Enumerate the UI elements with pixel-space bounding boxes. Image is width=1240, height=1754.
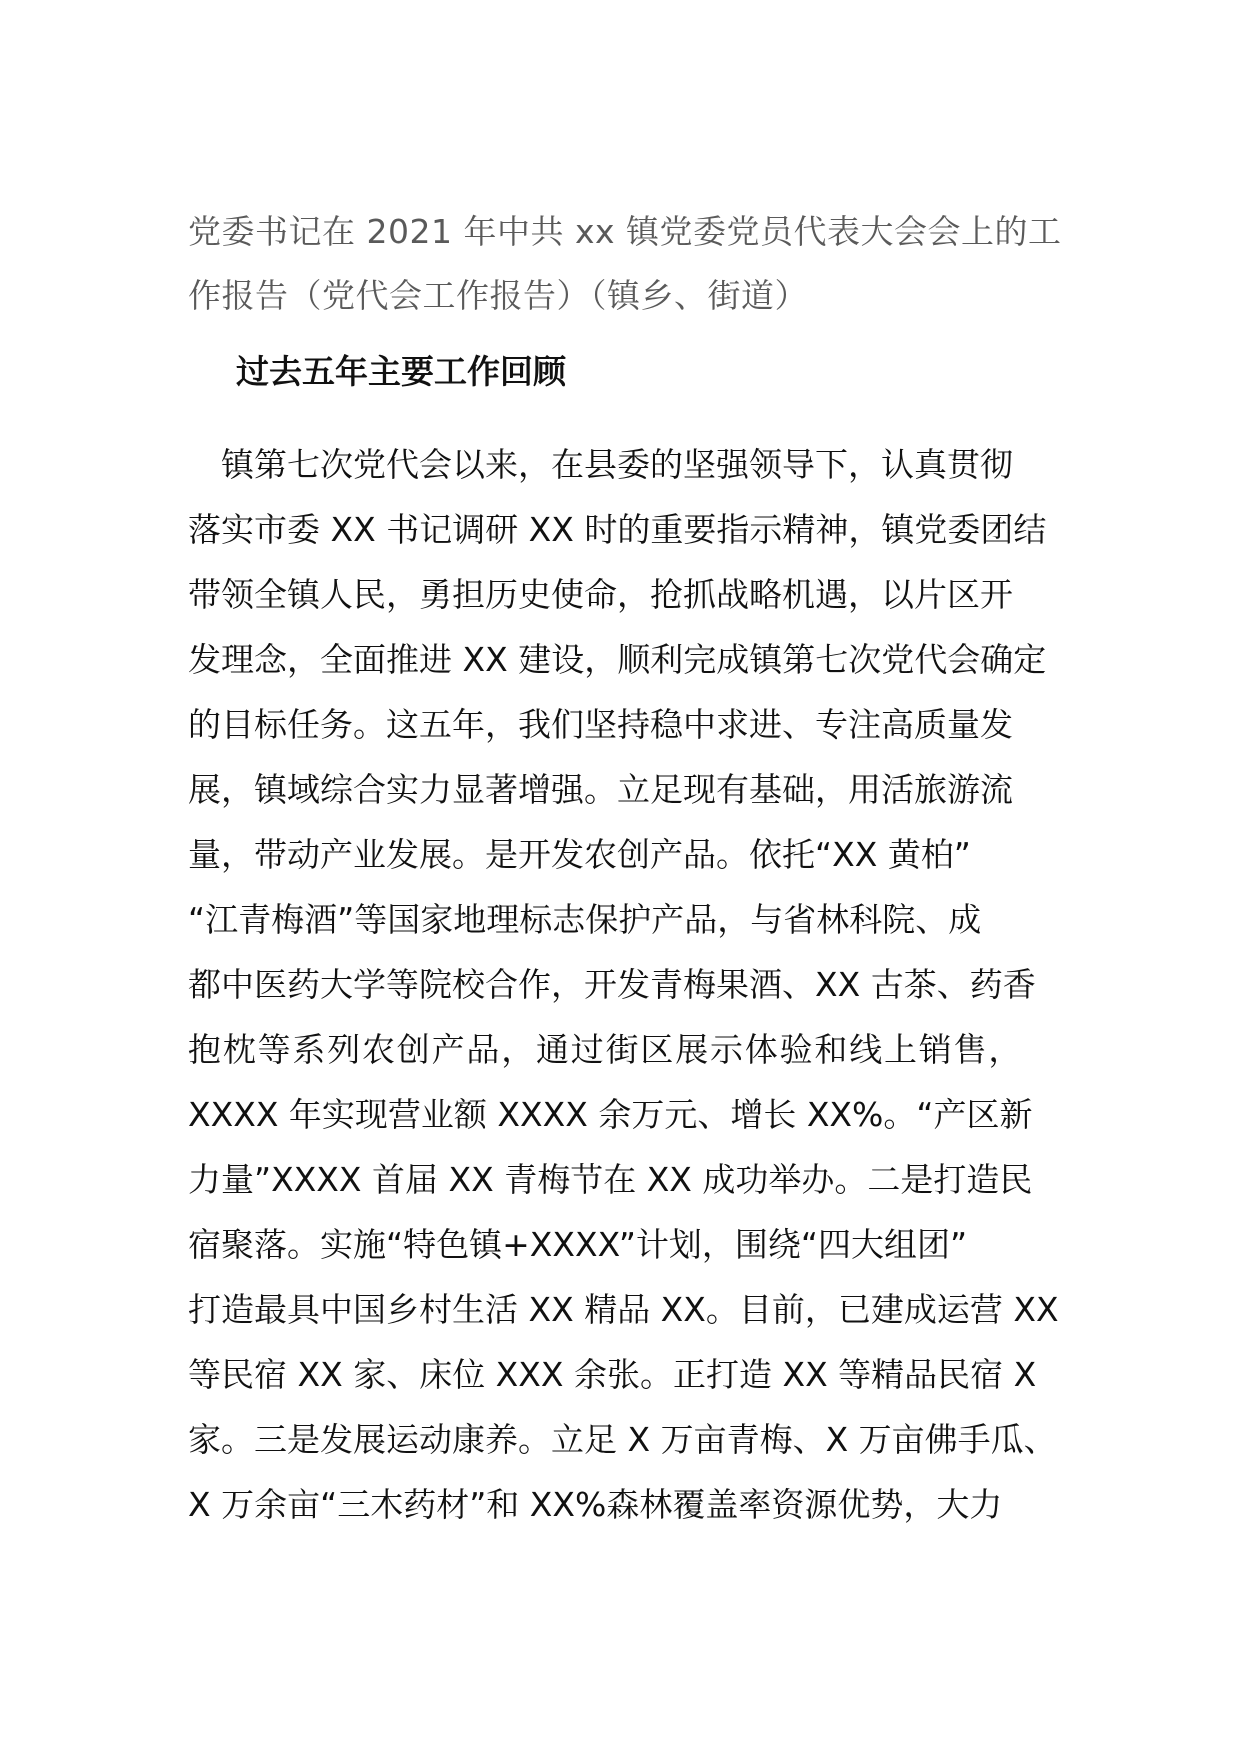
- body-line-9: 都中医药大学等院校合作，开发青梅果酒、XX 古茶、药香: [188, 965, 1036, 1004]
- document-title: [188, 200, 1062, 328]
- body-line-12: 力量”XXXX 首届 XX 青梅节在 XX 成功举办。二是打造民: [188, 1160, 1033, 1199]
- body-line-13: 宿聚落。实施“特色镇+XXXX”计划，围绕“四大组团”: [188, 1225, 968, 1264]
- body-line-3: 带领全镇人民，勇担历史使命，抢抓战略机遇，以片区开: [188, 575, 1013, 614]
- body-line-2: 落实市委 XX 书记调研 XX 时的重要指示精神，镇党委团结: [188, 510, 1047, 549]
- body-line-4: 发理念，全面推进 XX 建设，顺利完成镇第七次党代会确定: [188, 640, 1047, 679]
- body-line-17: X 万余亩“三木药材”和 XX%森林覆盖率资源优势，大力: [188, 1485, 1003, 1524]
- body-paragraph: [188, 432, 1088, 1537]
- document-title-line-1: 党委书记在 2021 年中共 xx 镇党委党员代表大会会上的工: [188, 212, 1062, 251]
- body-line-7: 量，带动产业发展。是开发农创产品。依托“XX 黄柏”: [188, 835, 971, 874]
- body-line-1: 镇第七次党代会以来，在县委的坚强领导下，认真贯彻: [188, 445, 1013, 484]
- section-heading: 过去五年主要工作回顾: [236, 352, 566, 391]
- body-line-14: 打造最具中国乡村生活 XX 精品 XX。目前，已建成运营 XX: [188, 1290, 1059, 1329]
- body-line-15: 等民宿 XX 家、床位 XXX 余张。正打造 XX 等精品民宿 X: [188, 1355, 1037, 1394]
- body-line-6: 展，镇域综合实力显著增强。立足现有基础，用活旅游流: [188, 770, 1013, 809]
- body-line-11: XXXX 年实现营业额 XXXX 余万元、增长 XX%。“产区新: [188, 1095, 1033, 1134]
- body-line-5: 的目标任务。这五年，我们坚持稳中求进、专注高质量发: [188, 705, 1013, 744]
- document-title-line-2: 作报告（党代会工作报告）（镇乡、街道）: [188, 276, 808, 315]
- body-line-8: “江青梅酒”等国家地理标志保护产品，与省林科院、成: [188, 900, 982, 939]
- body-line-16: 家。三是发展运动康养。立足 X 万亩青梅、X 万亩佛手瓜、: [188, 1420, 1057, 1459]
- body-line-10: 抱枕等系列农创产品，通过街区展示体验和线上销售，: [188, 1030, 1024, 1069]
